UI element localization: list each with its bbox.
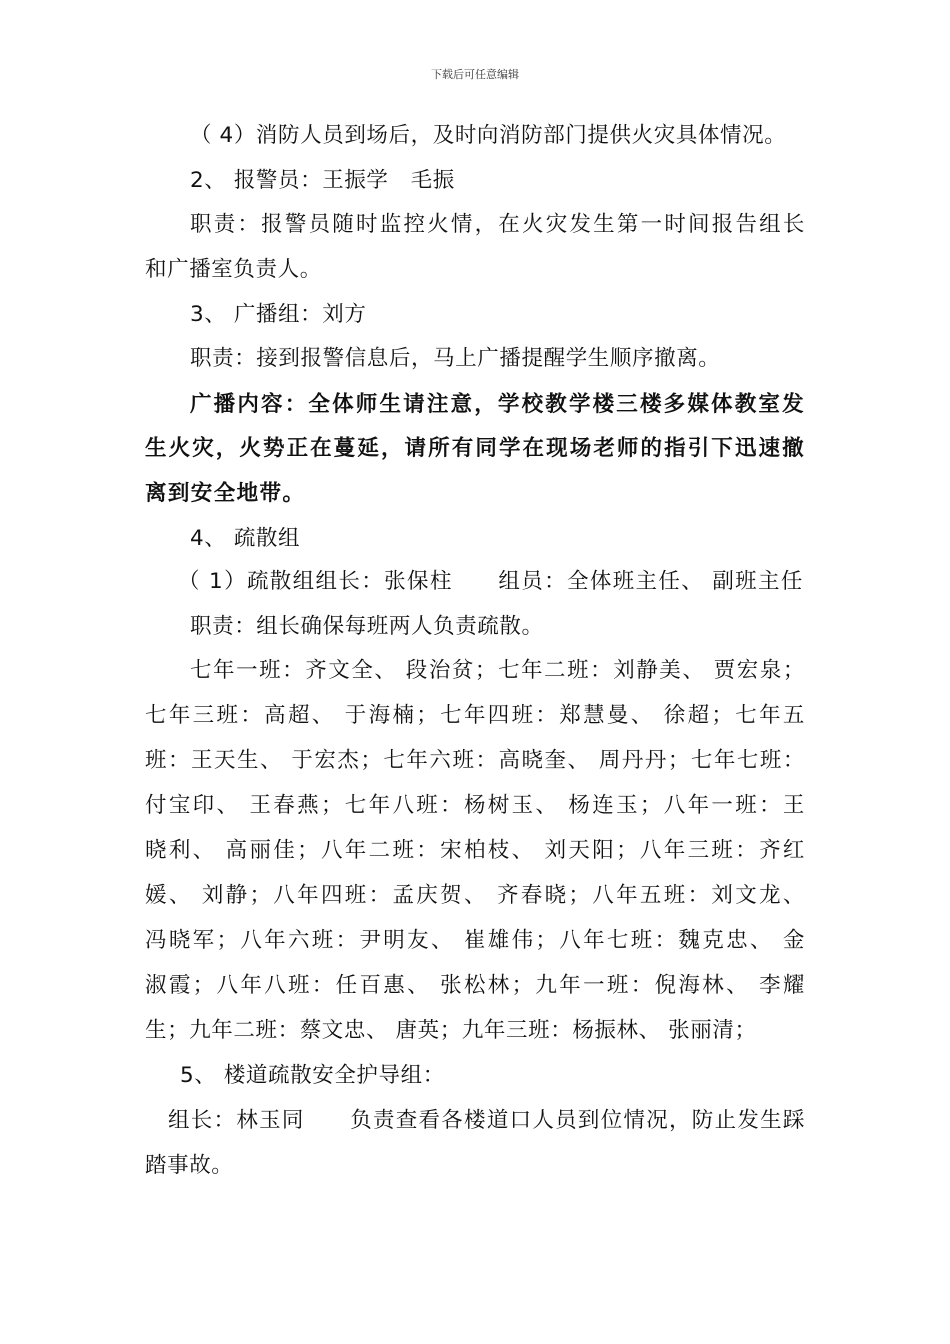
broadcast-content-line: 广播内容：全体师生请注意，学校教学楼三楼多媒体教室发 (190, 392, 805, 417)
class-list-line: 淑霞；八年八班：任百惠、 张松林；九年一班：倪海林、 李耀 (145, 973, 805, 998)
class-list-line: 晓利、 高丽佳；八年二班：宋柏枝、 刘天阳；八年三班：齐红 (145, 838, 805, 863)
section-heading: 3、 广播组：刘方 (190, 302, 367, 327)
paragraph-line: 踏事故。 (145, 1153, 234, 1178)
paragraph-line: 职责：接到报警信息后，马上广播提醒学生顺序撤离。 (190, 346, 721, 371)
section-heading: 4、 疏散组 (190, 526, 301, 551)
class-list-line: 付宝印、 王春燕；七年八班：杨树玉、 杨连玉；八年一班：王 (145, 793, 805, 818)
paragraph-line: 职责：报警员随时监控火情，在火灾发生第一时间报告组长 (190, 212, 805, 237)
paragraph-line: （ 4）消防人员到场后，及时向消防部门提供火灾具体情况。 (190, 123, 787, 148)
paragraph-line: 和广播室负责人。 (145, 257, 322, 282)
paragraph-line: （ 1）疏散组组长：张保柱 组员：全体班主任、 副班主任 (178, 569, 803, 594)
class-list-line: 媛、 刘静；八年四班：孟庆贺、 齐春晓；八年五班：刘文龙、 (145, 883, 805, 908)
page-header: 下载后可任意编辑 (431, 68, 519, 81)
section-heading: 2、 报警员：王振学 毛振 (190, 168, 455, 193)
paragraph-line: 组长：林玉同 负责查看各楼道口人员到位情况，防止发生踩 (168, 1108, 805, 1133)
class-list-line: 班：王天生、 于宏杰；七年六班：高晓奎、 周丹丹；七年七班： (145, 748, 805, 773)
broadcast-content-line: 离到安全地带。 (145, 481, 306, 506)
class-list-line: 生；九年二班：蔡文忠、 唐英；九年三班：杨振林、 张丽清； (145, 1018, 757, 1043)
class-list-line: 七年一班：齐文全、 段治贫；七年二班：刘静美、 贾宏泉； (190, 658, 805, 683)
section-heading: 5、 楼道疏散安全护导组： (180, 1063, 445, 1088)
paragraph-line: 职责：组长确保每班两人负责疏散。 (190, 614, 544, 639)
broadcast-content-line: 生火灾，火势正在蔓延，请所有同学在现场老师的指引下迅速撤 (145, 436, 805, 461)
class-list-line: 冯晓军；八年六班：尹明友、 崔雄伟；八年七班：魏克忠、 金 (145, 928, 805, 953)
class-list-line: 七年三班：高超、 于海楠；七年四班：郑慧曼、 徐超；七年五 (145, 703, 805, 728)
